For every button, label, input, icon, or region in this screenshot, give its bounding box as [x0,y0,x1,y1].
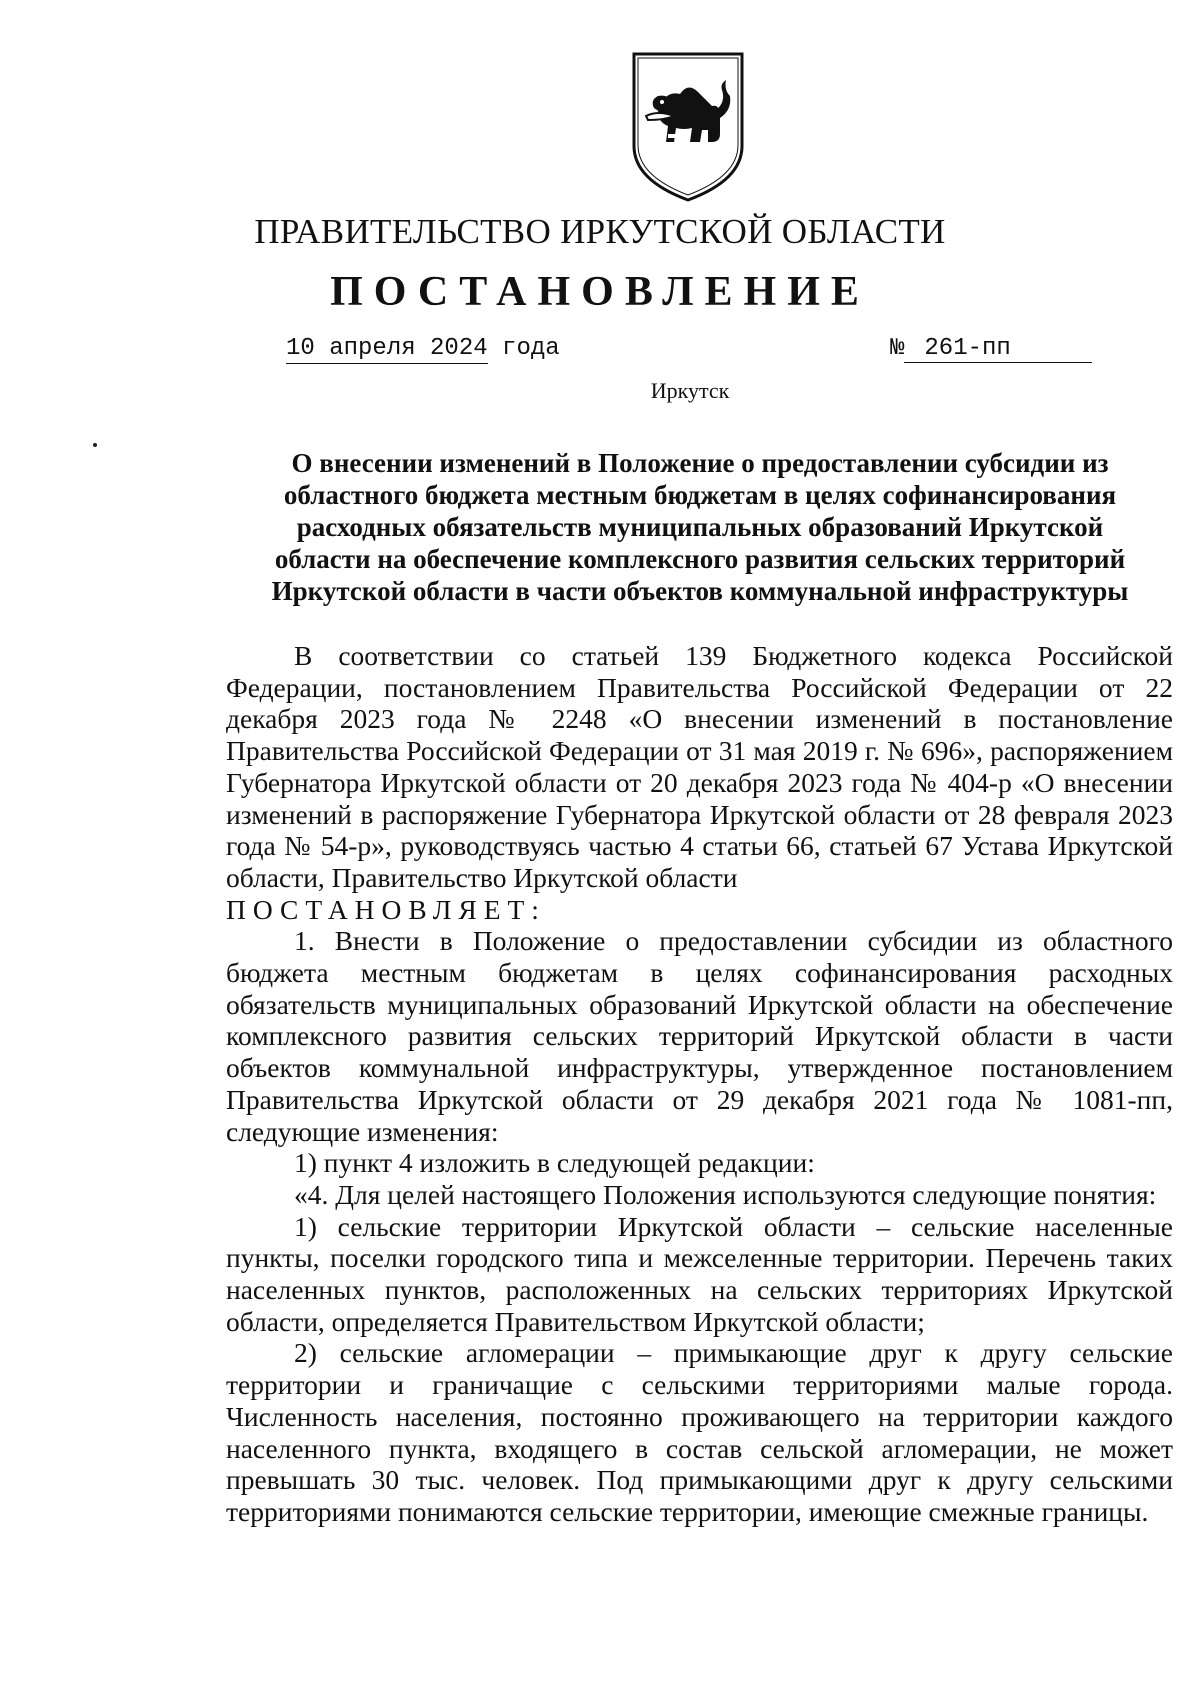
date-line [286,335,560,362]
organization-title: ПРАВИТЕЛЬСТВО ИРКУТСКОЙ ОБЛАСТИ [254,212,946,251]
document-type-heading: ПОСТАНОВЛЕНИЕ [330,269,870,315]
title-line: области на обеспечение комплексного развития сельских территорий [274,544,1126,574]
body-paragraph: 1. Внести в Положение о предоставлении субсидии из областного бюджета местным бюджетам в целях софинансирования расходных обязательств муниципальных образований Иркутской области на обеспечение комплексного развития сельских территорий Иркутской области в части объектов коммунальной инфраструктуры, утвержденное постановлением Правительства Иркутской области от 29 декабря 2021 года № 1081-пп, следующие изменения: [226,925,1173,1147]
body-paragraph: 2) сельские агломерации – примыкающие друг к другу сельские территории и граничащие с сельскими территориями малые города. Численность населения, постоянно проживающего на территории каждого населенного пункта, входящего в состав сельской агломерации, не может превышать 30 тыс. человек. Под примыкающими друг к другу сельскими территориями понимаются сельские территории, имеющие смежные границы. [226,1337,1173,1527]
preamble-paragraph: В соответствии со статьей 139 Бюджетного кодекса Российской Федерации, постановлением Правительства Российской Федерации от 22 декабря 2023 года № 2248 «О внесении изменений в постановление Правительства Российской Федерации от 31 мая 2019 г. № 696», распоряжением Губернатора Иркутской области от 20 декабря 2023 года № 404-р «О внесении изменений в распоряжение Губернатора Иркутской области от 28 февраля 2023 года № 54-р», руководствуясь частью 4 статьи 66, статьей 67 Устава Иркутской области, Правительство Иркутской области [226,640,1173,893]
document-number: 261-пп [904,335,1092,363]
body-paragraph: «4. Для целей настоящего Положения используются следующие понятия: [294,1178,1157,1210]
title-line: О внесении изменений в Положение о предоставлении субсидии из [291,448,1109,478]
irkutsk-coat-of-arms-icon [628,50,748,205]
title-line: Иркутской области в части объектов коммунальной инфраструктуры [271,576,1129,606]
document-body [226,640,1173,1528]
resolves-heading: ПОСТАНОВЛЯЕТ: [226,893,546,925]
date-suffix: года [502,335,560,362]
document-title [230,447,1170,607]
number-line [890,335,1092,363]
city-name: Иркутск [650,378,730,403]
document-date: 10 апреля 2024 [286,335,488,362]
body-paragraph: 1) сельские территории Иркутской области – сельские населенные пункты, поселки городского типа и межселенные территории. Перечень таких населенных пунктов, расположенных на сельских территориях Иркутской области, определяется Правительством Иркутской области; [226,1210,1173,1337]
body-paragraph: 1) пункт 4 изложить в следующей редакции: [294,1147,815,1179]
number-prefix: № [890,335,905,362]
title-line: областного бюджета местным бюджетам в целях софинансирования [283,480,1117,510]
title-line: расходных обязательств муниципальных образований Иркутской [296,512,1104,542]
scan-speck [93,443,97,447]
